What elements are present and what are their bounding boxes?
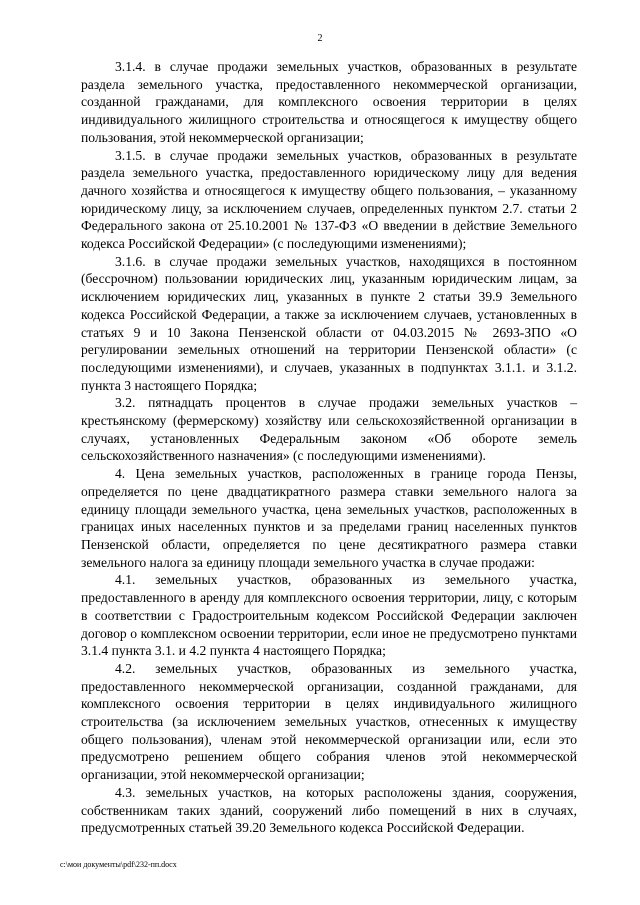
footer-file-path: c:\мои документы\pdf\232-пп.docx: [60, 860, 177, 869]
paragraph-4-2: 4.2. земельных участков, образованных из земельного участка, предоставленного некоммерческой организации, созданной гражданами, для комплексного освоения территории в целях индивидуального жилищного строительства (за исключением земельных участков, отнесенных к имуществу общего пользования), членам этой некоммерческой организации или, если это предусмотрено решением общего собрания членов этой некоммерческой организации, этой некоммерческой организации;: [81, 660, 577, 783]
paragraph-3-1-5: 3.1.5. в случае продажи земельных участков, образованных в результате раздела земельного участка, предоставленного юридическому лицу для ведения дачного хозяйства и относящегося к имуществу общего пользования, – указанному юридическому лицу, за исключением случаев, определенных пунктом 2.7. статьи 2 Федерального закона от 25.10.2001 № 137-ФЗ «О введении в действие Земельного кодекса Российской Федерации» (с последующими изменениями);: [81, 147, 577, 252]
paragraph-3-1-6: 3.1.6. в случае продажи земельных участков, находящихся в постоянном (бессрочном) пользовании юридических лиц, указанным юридическим лицам, за исключением юридических лиц, указанных в пункте 2 статьи 39.9 Земельного кодекса Российской Федерации, а также за исключением случаев, установленных в статьях 9 и 10 Закона Пензенской области от 04.03.2015 № 2693-ЗПО «О регулировании земельных отношений на территории Пензенской области» (с последующими изменениями), и случаев, указанных в подпунктах 3.1.1. и 3.1.2. пункта 3 настоящего Порядка;: [81, 253, 577, 393]
paragraph-4-1: 4.1. земельных участков, образованных из земельного участка, предоставленного в аренду для комплексного освоения территории, лицу, с которым в соответствии с Градостроительным кодексом Российской Федерации заключен договор о комплексном освоении территории, если иное не предусмотрено пунктами 3.1.4 пункта 3.1. и 4.2 пункта 4 настоящего Порядка;: [81, 572, 577, 659]
paragraph-3-2: 3.2. пятнадцать процентов в случае продажи земельных участков – крестьянскому (фермерскому) хозяйству или сельскохозяйственной организации в случаях, установленных Федеральным законом «Об обороте земель сельскохозяйственного назначения» (с последующими изменениями).: [81, 395, 577, 464]
page-number: 2: [317, 33, 323, 44]
paragraph-4: 4. Цена земельных участков, расположенных в границе города Пензы, определяется по цене двадцатикратного размера ставки земельного налога за единицу площади земельного участка, цена земельных участков, расположенных в границах иных населенных пунктов и за пределами границ населенных пунктов Пензенской области, определяется по цене десятикратного размера ставки земельного налога за единицу площади земельного участка в случае продажи:: [81, 466, 577, 570]
document-body: [81, 58, 577, 837]
paragraph-4-3: 4.3. земельных участков, на которых расположены здания, сооружения, собственникам таких зданий, сооружений либо помещений в них в случаях, предусмотренных статьей 39.20 Земельного кодекса Российской Федерации.: [81, 784, 577, 836]
paragraph-3-1-4: 3.1.4. в случае продажи земельных участков, образованных в результате раздела земельного участка, предоставленного некоммерческой организации, созданной гражданами, для комплексного освоения территории в целях индивидуального жилищного строительства и относящегося к имуществу общего пользования, этой некоммерческой организации;: [81, 59, 577, 145]
